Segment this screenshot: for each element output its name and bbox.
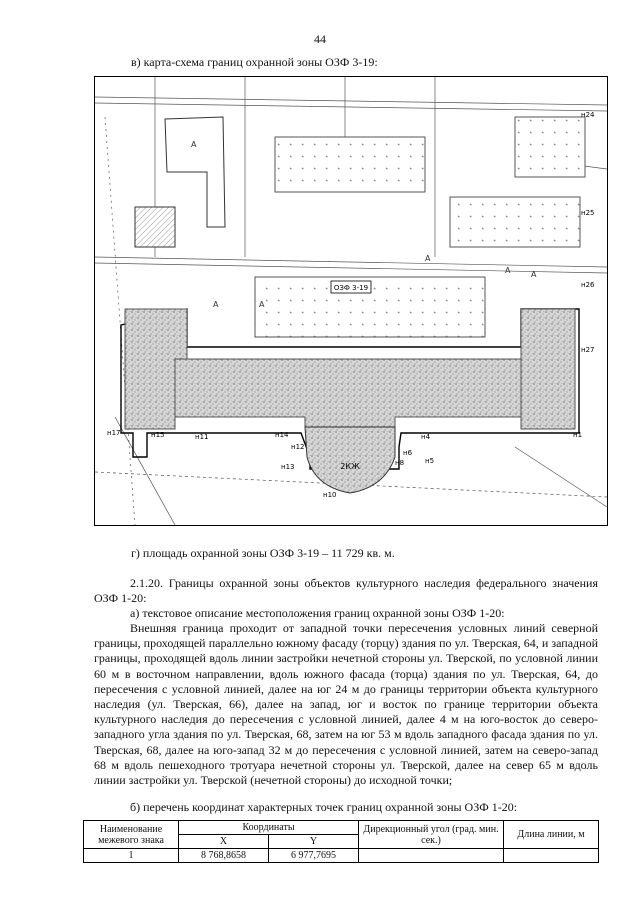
section-heading bbox=[94, 576, 598, 606]
point-label: н4 bbox=[421, 433, 431, 441]
section-heading-text: 2.1.20. Границы охранной зоны объектов культурного наследия федерального значения ОЗФ 1-20: bbox=[94, 576, 598, 606]
point-label: н12 bbox=[291, 443, 305, 451]
header-coords: Координаты bbox=[179, 821, 359, 835]
map-caption: в) карта-схема границ охранной зоны ОЗФ 3-19: bbox=[131, 55, 378, 69]
svg-text:А: А bbox=[505, 266, 511, 275]
point-label: н11 bbox=[195, 433, 209, 441]
svg-text:А: А bbox=[191, 140, 197, 149]
point-label: н26 bbox=[581, 281, 595, 289]
point-label: н17 bbox=[107, 429, 121, 437]
map-drawing bbox=[95, 77, 607, 525]
header-angle: Дирекционный угол (град. мин. сек.) bbox=[359, 821, 504, 849]
svg-text:А: А bbox=[259, 300, 265, 309]
zone-label: ОЗФ 3-19 bbox=[333, 284, 369, 292]
svg-text:А: А bbox=[213, 300, 219, 309]
building-central-block bbox=[175, 359, 521, 427]
point-label: н1 bbox=[573, 431, 583, 439]
point-label: н13 bbox=[281, 463, 295, 471]
subheading-b: б) перечень координат характерных точек границ охранной зоны ОЗФ 1-20: bbox=[130, 800, 518, 814]
green-area-east bbox=[450, 197, 580, 247]
subheading-a: а) текстовое описание местоположения границ охранной зоны ОЗФ 1-20: bbox=[130, 606, 505, 620]
green-area-northeast bbox=[515, 117, 585, 177]
point-label: н5 bbox=[425, 457, 435, 465]
page-number: 44 bbox=[314, 32, 326, 46]
building-west bbox=[135, 207, 175, 247]
header-y: Y bbox=[269, 835, 359, 849]
svg-text:А: А bbox=[531, 270, 537, 279]
header-name: Наименование межевого знака bbox=[84, 821, 179, 849]
point-label: н15 bbox=[151, 431, 165, 439]
point-label: н27 bbox=[581, 346, 595, 354]
point-label: н6 bbox=[403, 449, 413, 457]
description-paragraph: Внешняя граница проходит от западной точки пересечения условных линий северной границы, проходящей параллельно южному фасаду (торцу) здания по ул. Тверская, 64, и западной границы, проходящей вдоль линии застройки нечетной стороны ул. Тверской, по условной линии 60 м в восточном направлении, вдоль южного фасада (торца) здания по ул. Тверская, 64, до пересечения с условной линией, далее на юг 24 м до границы территории объекта культурного наследия (ул. Тверская, 66), далее на запад, юг и восток по границе территории объекта культурного наследия до пересечения с условной линией, далее 4 м на юго-восток до северо-западного угла здания по ул. Тверская, 68, затем на юг 53 м вдоль западного фасада здания по ул. Тверская, 68, далее на юго-запад 32 м до пересечения с условной линией, затем на северо-запад 68 м вдоль пешеходного тротуара нечетной стороны ул. Тверской, далее на север 65 м вдоль линии застройки ул. Тверской (нечетной стороны) до исходной точки; bbox=[94, 621, 598, 788]
svg-text:А: А bbox=[425, 254, 431, 263]
point-label: н25 bbox=[581, 209, 595, 217]
building-label: 2КЖ bbox=[340, 462, 360, 471]
header-x: X bbox=[179, 835, 269, 849]
coordinates-table bbox=[83, 820, 599, 863]
area-caption: г) площадь охранной зоны ОЗФ 3-19 – 11 729 кв. м. bbox=[131, 546, 395, 560]
building-east-block bbox=[521, 309, 575, 429]
green-area-north bbox=[275, 137, 425, 192]
point-label: н14 bbox=[275, 431, 289, 439]
point-label: н8 bbox=[395, 459, 405, 467]
point-label: н10 bbox=[323, 491, 337, 499]
point-label: н24 bbox=[581, 111, 595, 119]
header-length: Длина линии, м bbox=[504, 821, 599, 849]
boundary-map bbox=[94, 76, 608, 526]
table-row: 1 8 768,8658 6 977,7695 bbox=[84, 849, 599, 863]
